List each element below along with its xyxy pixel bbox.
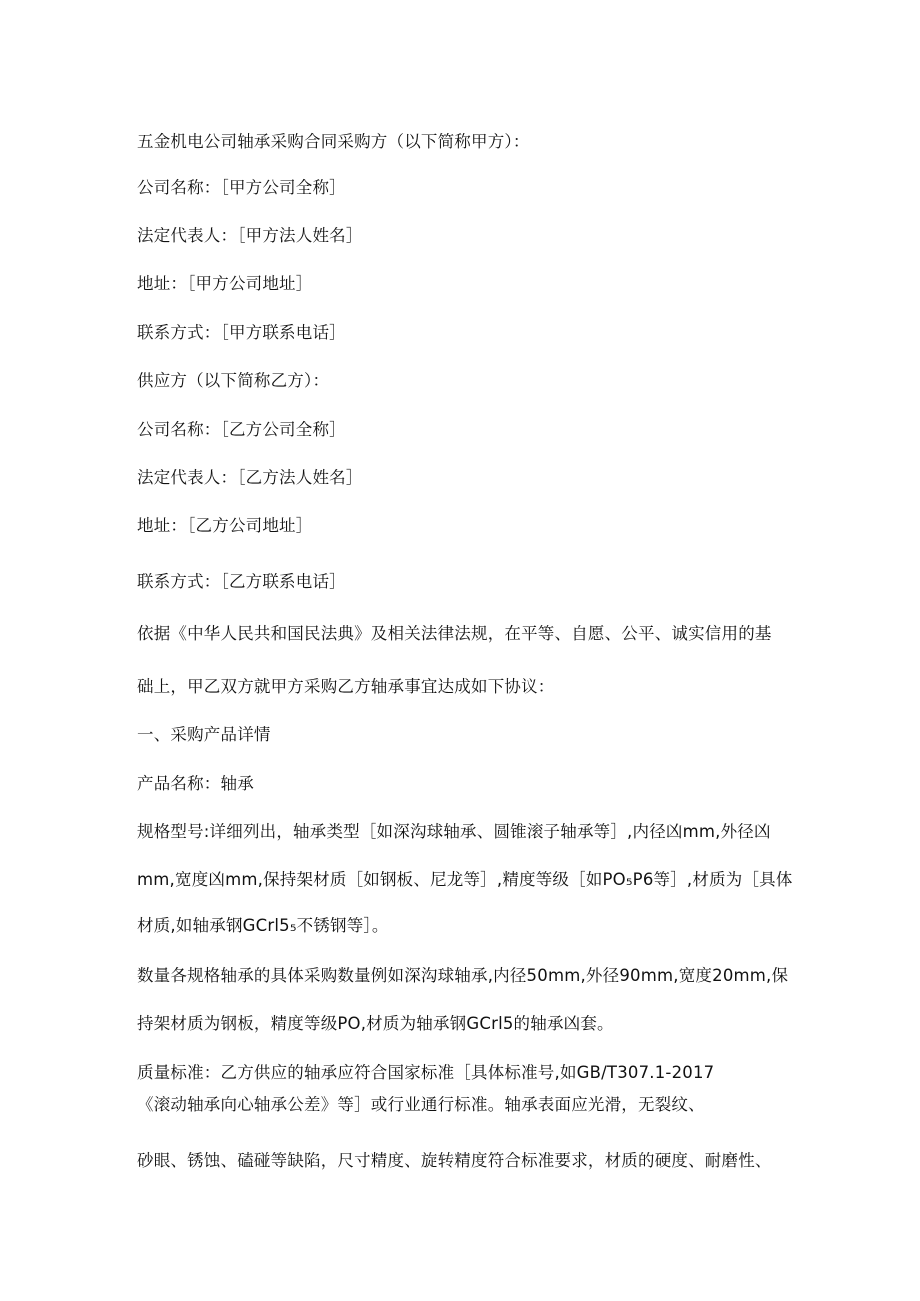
party-a-company-name: 公司名称：［甲方公司全称］ — [137, 178, 346, 197]
party-a-address: 地址：［甲方公司地址］ — [137, 274, 313, 293]
party-b-company-name: 公司名称：［乙方公司全称］ — [137, 420, 346, 439]
quality-line-3: 砂眼、锈蚀、磕碰等缺陷，尺寸精度、旋转精度符合标准要求，材质的硬度、耐磨性、 — [137, 1151, 772, 1170]
spec-line-3: 材质,如轴承钢GCrl5₅不锈钢等］。 — [137, 916, 389, 935]
party-a-legal-representative: 法定代表人：［甲方法人姓名］ — [137, 226, 363, 245]
party-b-legal-representative: 法定代表人：［乙方法人姓名］ — [137, 468, 363, 487]
quality-line-1: 质量标准：乙方供应的轴承应符合国家标准［具体标准号,如GB/T307.1-2017 — [137, 1063, 715, 1082]
quality-line-2: 《滚动轴承向心轴承公差》等］或行业通行标准。轴承表面应光滑，无裂纹、 — [137, 1095, 705, 1114]
party-b-address: 地址：［乙方公司地址］ — [137, 516, 313, 535]
preamble-line-2: 础上，甲乙双方就甲方采购乙方轴承事宜达成如下协议： — [137, 677, 555, 696]
quantity-line-1: 数量各规格轴承的具体采购数量例如深沟球轴承,内径50mm,外径90mm,宽度20mm,保 — [137, 966, 789, 985]
contract-title-line: 五金机电公司轴承采购合同采购方（以下简称甲方）： — [137, 132, 530, 151]
spec-line-1: 规格型号:详细列出，轴承类型［如深沟球轴承、圆锥滚子轴承等］,内径凶mm,外径凶 — [137, 822, 771, 841]
party-b-contact: 联系方式：［乙方联系电话］ — [137, 572, 346, 591]
party-b-heading: 供应方（以下简称乙方）： — [137, 371, 330, 390]
preamble-line-1: 依据《中华人民共和国民法典》及相关法律法规，在平等、自愿、公平、诚实信用的基 — [137, 624, 772, 643]
product-name-line: 产品名称：轴承 — [137, 774, 254, 793]
section-heading-products: 一、采购产品详情 — [137, 725, 271, 744]
spec-line-2: mm,宽度凶mm,保持架材质［如钢板、尼龙等］,精度等级［如PO₅P6等］,材质为［具体 — [137, 870, 793, 889]
quantity-line-2: 持架材质为钢板，精度等级PO,材质为轴承钢GCrl5的轴承凶套。 — [137, 1014, 614, 1033]
party-a-contact: 联系方式：［甲方联系电话］ — [137, 323, 346, 342]
